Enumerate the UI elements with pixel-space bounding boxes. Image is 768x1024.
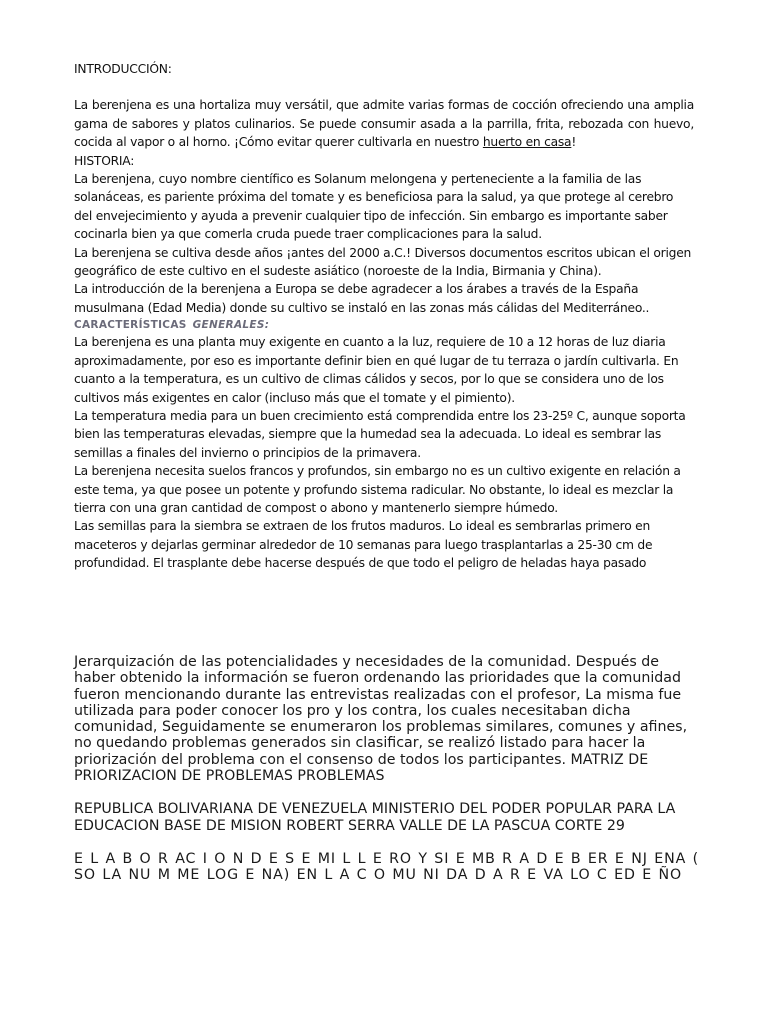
caracteristicas-paragraph-1: La berenjena es una planta muy exigente en cuanto a la luz, requiere de 10 a 12 horas de luz diaria aproximadamente, por eso es importante definir bien en qué lugar de tu terraza o jardín cultivarla. En cuanto a la temperatura, es un cultivo de climas cálidos y secos, por lo que se considera uno de los cultivos más exigentes en calor (incluso más que el tomate y el pimiento).	[74, 335, 679, 405]
jerarquizacion-paragraph: Jerarquización de las potencialidades y necesidades de la comunidad. Después de haber obtenido la información se fueron ordenando las prioridades que la comunidad fueron mencionando durante las entrevistas realizadas con el profesor, La misma fue utilizada para poder conocer los pro y los contra, los cuales necesitaban dicha comunidad, Seguidamente se enumeraron los problemas similares, comunes y afines, no quedando problemas generados sin clasificar, se realizó listado para hacer la priorización del problema con el consenso de todos los participantes. MATRIZ DE PRIORIZACION DE PROBLEMAS PROBLEMAS	[74, 654, 688, 785]
historia-paragraph-2: La berenjena se cultiva desde años ¡antes del 2000 a.C.! Diversos documentos escritos ubican el origen geográfico de este cultivo en el sudeste asiático (noroeste de la India, Birmania y China).	[74, 245, 692, 279]
caracteristicas-paragraph-2: La temperatura media para un buen crecimiento está comprendida entre los 23-25º C, aunque soporta bien las temperaturas elevadas, siempre que la humedad sea la adecuada. Lo ideal es sembrar las semillas a finales del invierno o principios de la primavera.	[74, 408, 686, 460]
historia-paragraph-1: La berenjena, cuyo nombre científico es Solanum melongena y perteneciente a la familia de las solanáceas, es pariente próxima del tomate y es beneficiosa para la salud, ya que protege al cerebro del envejecimiento y ayuda a prevenir cualquier tipo de infección. Sin embargo es importante saber cocinarla bien ya que comerla cruda puede traer complicaciones para la salud.	[74, 172, 674, 242]
intro-text-end: !	[571, 135, 577, 150]
caracteristicas-paragraph-3: La berenjena necesita suelos francos y profundos, sin embargo no es un cultivo exigente en relación a este tema, ya que posee un potente y profundo sistema radicular. No obstante, lo ideal es mezclar la tierra con una gran cantidad de compost o abono y mantenerlo siempre húmedo.	[74, 464, 681, 515]
intro-heading: INTRODUCCIÓN:	[74, 62, 172, 76]
caracteristicas-subtitle: GENERALES:	[192, 319, 270, 332]
caracteristicas-title: CARACTERÍSTICAS	[74, 319, 187, 332]
huerto-link[interactable]: huerto en casa	[482, 135, 572, 150]
caracteristicas-heading	[74, 317, 694, 333]
republica-paragraph: REPUBLICA BOLIVARIANA DE VENEZUELA MINISTERIO DEL PODER POPULAR PARA LA EDUCACION BASE DE MISION ROBERT SERRA VALLE DE LA PASCUA CORTE 29	[74, 801, 676, 834]
elaboracion-title: E L A B O R AC I O N D E S E MI L L E RO Y SI E MB R A D E B ER E NJ ENA ( SO LA NU M ME LOG E NA) EN L A C O MU NI DA D A R E VA LO C ED E ÑO	[74, 850, 700, 884]
historia-heading: HISTORIA:	[74, 153, 135, 168]
second-section	[74, 654, 704, 884]
intro-text: La berenjena es una hortaliza muy versátil, que admite varias formas de cocción ofreciendo una amplia gama de sabores y platos culinarios. Se puede consumir asada a la parrilla, frita, rebozada con huevo, cocida al vapor o al horno. ¡Cómo evitar querer cultivarla en nuestro	[74, 98, 694, 150]
historia-paragraph-3: La introducción de la berenjena a Europa se debe agradecer a los árabes a través de la España musulmana (Edad Media) donde su cultivo se instaló en las zonas más cálidas del Mediterráneo..	[74, 282, 650, 315]
document-page	[74, 60, 694, 573]
intro-paragraph	[74, 96, 694, 151]
caracteristicas-paragraph-4: Las semillas para la siembra se extraen de los frutos maduros. Lo ideal es sembrarlas primero en maceteros y dejarlas germinar alrededor de 10 semanas para luego trasplantarlas a 25-30 cm de profundidad. El trasplante debe hacerse después de que todo el peligro de heladas haya pasado	[74, 519, 653, 571]
